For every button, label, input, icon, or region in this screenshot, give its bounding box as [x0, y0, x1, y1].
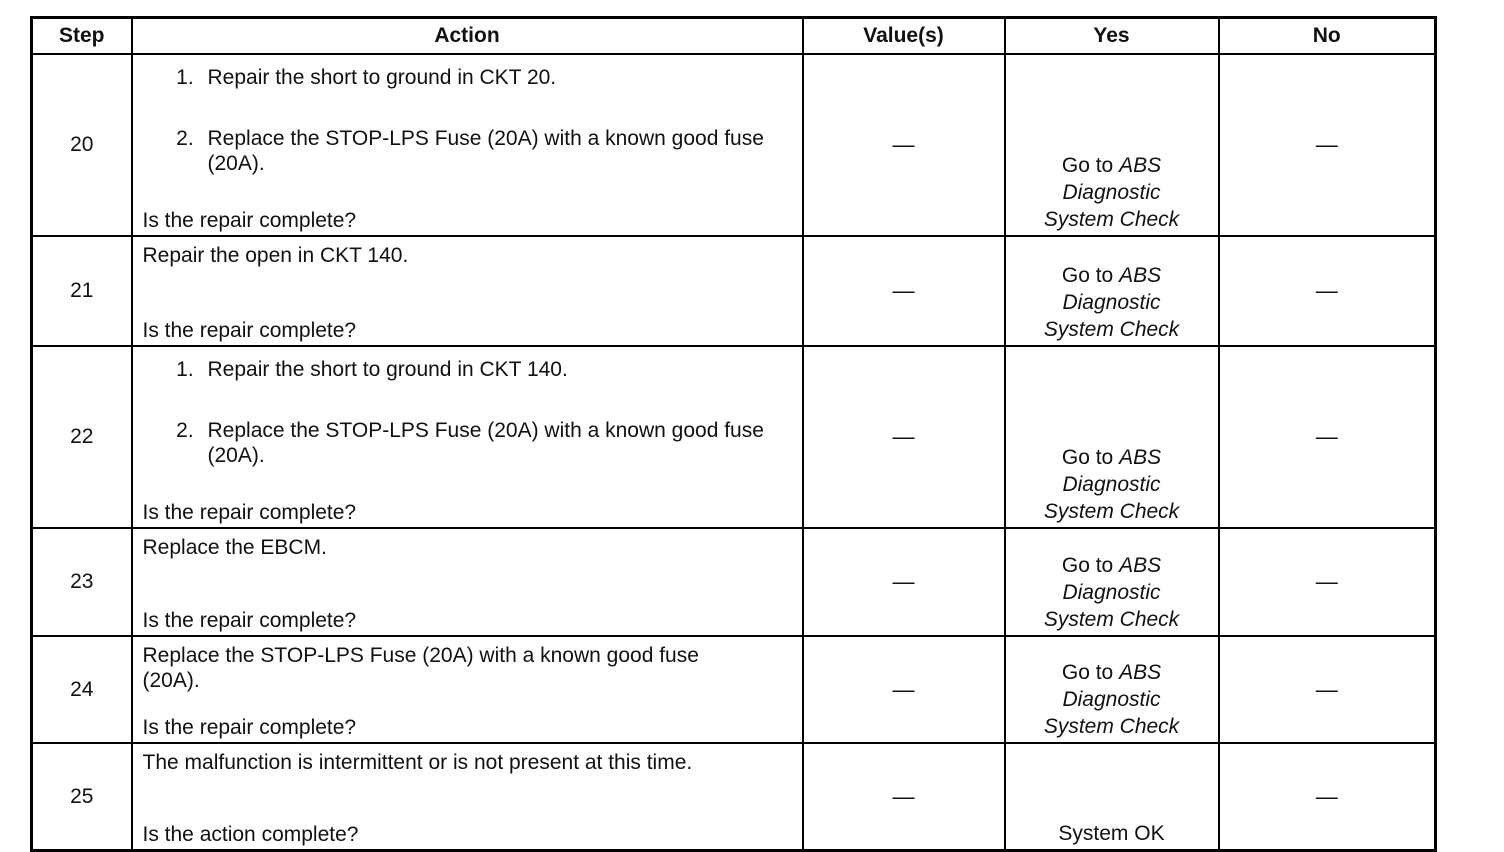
action-cell: [132, 54, 803, 236]
yes-text: System OK: [1058, 822, 1165, 845]
yes-cell: [1005, 54, 1219, 236]
no-cell: —: [1219, 528, 1436, 636]
step-number: 23: [32, 528, 132, 636]
yes-prefix: Go to: [1061, 554, 1120, 577]
yes-link[interactable]: ABS Diagnostic System Check: [1043, 554, 1180, 631]
action-question: Is the action complete?: [142, 823, 359, 846]
yes-cell: [1005, 346, 1219, 528]
value-cell: —: [803, 236, 1005, 346]
yes-link[interactable]: ABS Diagnostic System Check: [1043, 264, 1180, 341]
value-cell: —: [803, 743, 1005, 851]
header-step: Step: [32, 18, 132, 55]
action-cell: [132, 743, 803, 851]
no-cell: —: [1219, 636, 1436, 743]
no-cell: —: [1219, 346, 1436, 528]
action-text: The malfunction is intermittent or is not present at this time.: [142, 751, 693, 774]
yes-prefix: Go to: [1061, 264, 1120, 287]
yes-link[interactable]: ABS Diagnostic System Check: [1043, 446, 1180, 523]
action-question: Is the repair complete?: [142, 501, 357, 524]
table-row: [32, 346, 1436, 528]
action-step: 2. Replace the STOP-LPS Fuse (20A) with a known good fuse (20A).: [200, 418, 792, 468]
value-cell: —: [803, 528, 1005, 636]
header-no: No: [1219, 18, 1436, 55]
table-row: [32, 636, 1436, 743]
action-step: 1. Repair the short to ground in CKT 140.: [200, 357, 792, 382]
action-step: 1. Repair the short to ground in CKT 20.: [200, 65, 792, 90]
table-row: [32, 743, 1436, 851]
no-cell: —: [1219, 743, 1436, 851]
diagnostic-table: [30, 16, 1437, 852]
step-number: 21: [32, 236, 132, 346]
yes-link[interactable]: ABS Diagnostic System Check: [1043, 154, 1180, 231]
no-cell: —: [1219, 54, 1436, 236]
header-action: Action: [132, 18, 803, 55]
action-steps: [143, 65, 792, 176]
yes-cell: [1005, 743, 1219, 851]
table-row: [32, 236, 1436, 346]
yes-cell: [1005, 236, 1219, 346]
yes-cell: [1005, 636, 1219, 743]
step-number: 25: [32, 743, 132, 851]
action-question: Is the repair complete?: [142, 609, 357, 632]
action-cell: [132, 528, 803, 636]
header-yes: Yes: [1005, 18, 1219, 55]
action-question: Is the repair complete?: [142, 716, 357, 739]
step-number: 22: [32, 346, 132, 528]
action-cell: [132, 236, 803, 346]
action-text: Replace the EBCM.: [142, 536, 327, 559]
yes-prefix: Go to: [1061, 154, 1120, 177]
action-step: 2. Replace the STOP-LPS Fuse (20A) with a known good fuse (20A).: [200, 126, 792, 176]
table-row: [32, 528, 1436, 636]
action-cell: [132, 346, 803, 528]
action-text: Replace the STOP-LPS Fuse (20A) with a known good fuse (20A).: [142, 644, 699, 692]
action-cell: [132, 636, 803, 743]
value-cell: —: [803, 54, 1005, 236]
action-text: Repair the open in CKT 140.: [142, 244, 409, 267]
value-cell: —: [803, 346, 1005, 528]
action-steps: [143, 357, 792, 468]
step-number: 24: [32, 636, 132, 743]
header-row: [32, 18, 1436, 55]
step-number: 20: [32, 54, 132, 236]
yes-prefix: Go to: [1061, 446, 1120, 469]
value-cell: —: [803, 636, 1005, 743]
action-question: Is the repair complete?: [142, 209, 357, 232]
yes-prefix: Go to: [1061, 661, 1120, 684]
action-question: Is the repair complete?: [142, 319, 357, 342]
table-row: [32, 54, 1436, 236]
header-values: Value(s): [803, 18, 1005, 55]
yes-link[interactable]: ABS Diagnostic System Check: [1043, 661, 1180, 738]
no-cell: —: [1219, 236, 1436, 346]
yes-cell: [1005, 528, 1219, 636]
